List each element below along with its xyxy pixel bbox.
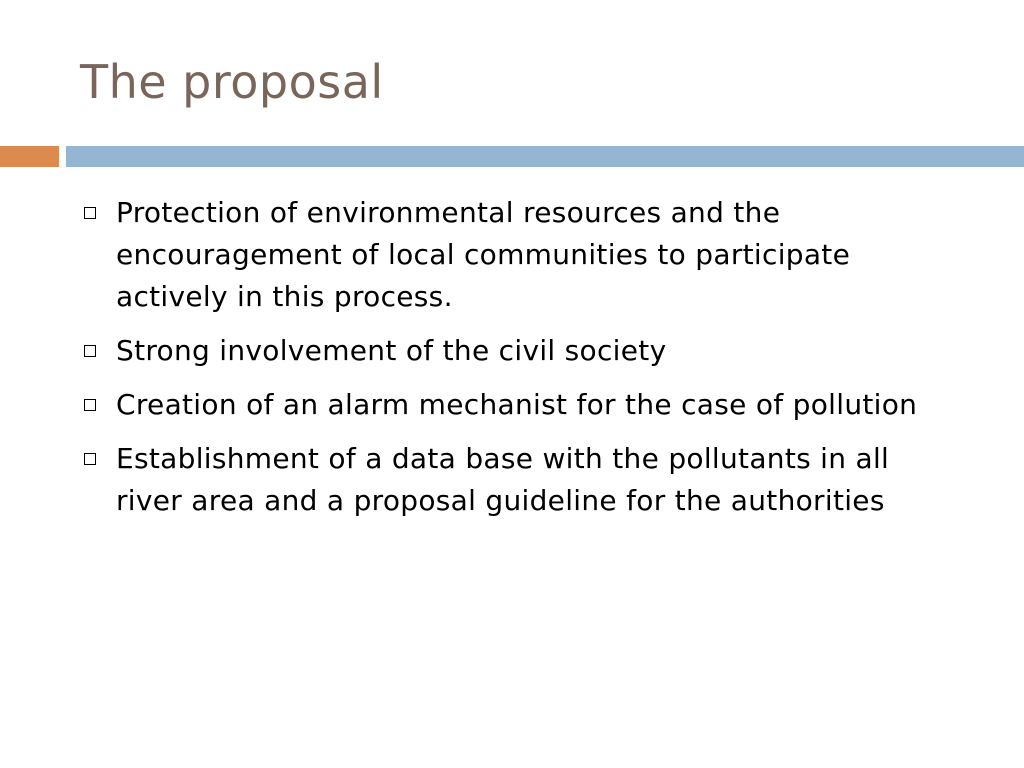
bullet-text: Creation of an alarm mechanist for the case of pollution bbox=[116, 388, 918, 421]
title-divider-bar bbox=[66, 146, 1024, 167]
list-item bbox=[80, 330, 960, 372]
list-item bbox=[80, 384, 960, 426]
list-item bbox=[80, 192, 960, 318]
title-accent-bar bbox=[0, 146, 59, 167]
bullet-text: Protection of environmental resources and the encouragement of local communities to participate actively in this process. bbox=[116, 196, 851, 313]
hollow-square-icon bbox=[84, 399, 96, 411]
bullet-list bbox=[80, 192, 960, 534]
hollow-square-icon bbox=[84, 207, 96, 219]
slide-title: The proposal bbox=[80, 55, 384, 109]
hollow-square-icon bbox=[84, 345, 96, 357]
bullet-text: Strong involvement of the civil society bbox=[116, 334, 667, 367]
hollow-square-icon bbox=[84, 453, 96, 465]
list-item bbox=[80, 438, 960, 522]
bullet-text: Establishment of a data base with the pollutants in all river area and a proposal guideline for the authorities bbox=[116, 442, 890, 517]
